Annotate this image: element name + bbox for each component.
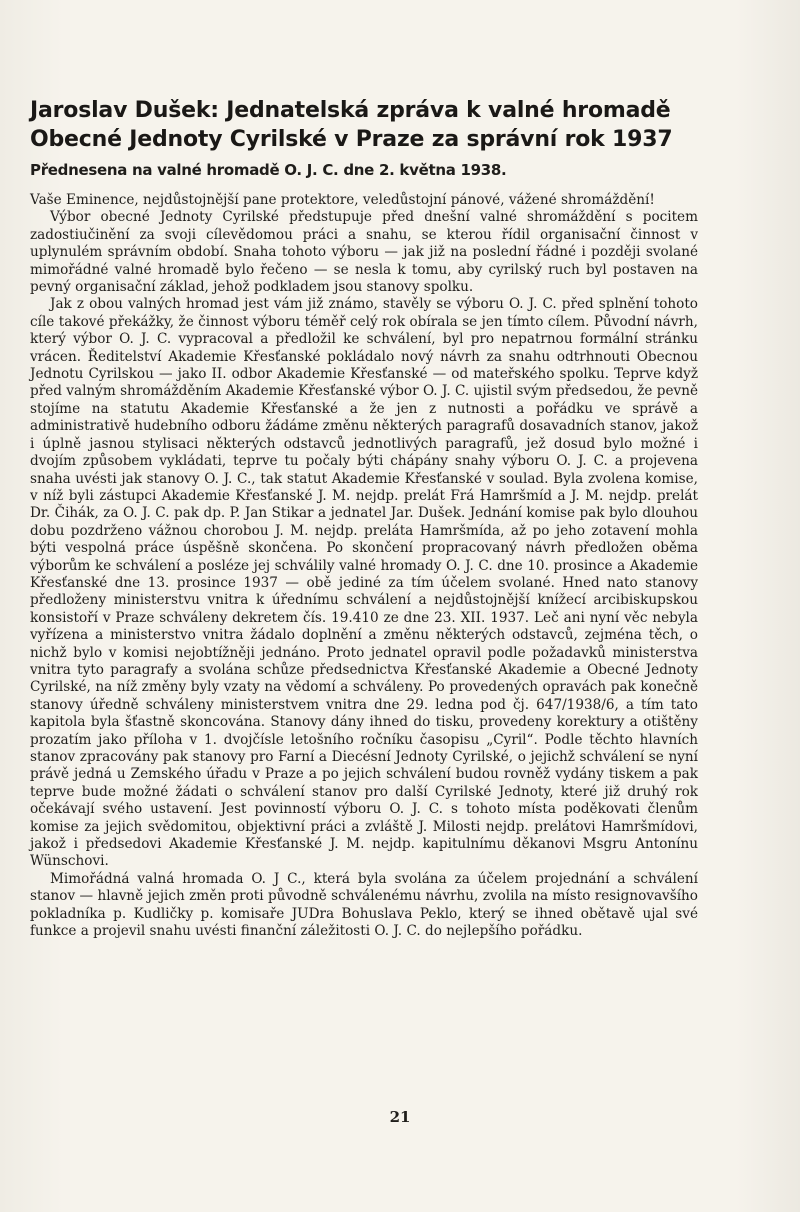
page-number: 21 <box>389 1108 411 1126</box>
paragraph-3: Mimořádná valná hromada O. J C., která byla svolána za účelem projednání a schválení stanov — hlavně jejich změn proti původně schválenému návrhu, zvolila na místo resignovavšího pokladníka p. Kudličky p. komisaře JUDra Bohuslava Peklo, který se ihned obětavě ujal své funkce a projevil snahu uvésti finanční záležitosti O. J. C. do nejlepšího pořádku. <box>30 870 698 940</box>
article-subtitle: Přednesena na valné hromadě O. J. C. dne 2. května 1938. <box>30 161 507 179</box>
article-body <box>30 96 698 940</box>
paragraph-2: Jak z obou valných hromad jest vám již známo, stavěly se výboru O. J. C. před splnění tohoto cíle takové překážky, že činnost výboru téměř celý rok obírala se jen tímto cílem. Původní návrh, který výbor O. J. C. vypracoval a předložil ke schválení, byl pro nepatrnou formální stránku vrácen. Ředitelství Akademie Křesťanské pokládalo nový návrh za snahu odtrhnouti Obecnou Jednotu Cyrilskou — jako II. odbor Akademie Křesťanské — od mateřského spolku. Teprve když před valným shromážděním Akademie Křesťanské výbor O. J. C. ujistil svým předsedou, že pevně stojíme na statutu Akademie Křesťanské a že jen z nutnosti a pořádku ve správě a administrativě hudebního odboru žádáme změnu některých paragrafů dosavadních stanov, jakož i úplně jasnou stylisaci některých odstavců jednotlivých paragrafů, jež dosud bylo možné i dvojím způsobem vykládati, teprve tu počaly býti chápány snahy výboru O. J. C. a projevena snaha uvésti jak stanovy O. J. C., tak statut Akademie Křesťanské v soulad. Byla zvolena komise, v níž byli zástupci Akademie Křesťanské J. M. nejdp. prelát Frá Hamršmíd a J. M. nejdp. prelát Dr. Čihák, za O. J. C. pak dp. P. Jan Stikar a jednatel Jar. Dušek. Jednání komise pak bylo dlouhou dobu pozdrženo vážnou chorobou J. M. nejdp. preláta Hamršmída, až po jeho zotavení mohla býti vespolná práce úspěšně skončena. Po skončení propracovaný návrh předložen oběma výborům ke schválení a posléze jej schválily valné hromady O. J. C. dne 10. prosince a Akademie Křesťanské dne 13. prosince 1937 — obě jediné za tím účelem svolané. Hned nato stanovy předloženy ministerstvu vnitra k úřednímu schválení a nejdůstojnější knížecí arcibiskupskou konsistoří v Praze schváleny dekretem čís. 19.410 ze dne 23. XII. 1937. Leč ani nyní věc nebyla vyřízena a ministerstvo vnitra žádalo doplnění a změnu některých odstavců, zejména těch, o nichž bylo v komisi nejobtížněji jednáno. Proto jednatel opravil podle požadavků ministerstva vnitra tyto paragrafy a svolána schůze předsednictva Křesťanské Akademie a Obecné Jednoty Cyrilské, na níž změny byly vzaty na vědomí a schváleny. Po provedených opravách pak konečně stanovy úředně schváleny ministerstvem vnitra dne 29. ledna pod čj. 647/1938/6, a tím tato kapitola byla šťastně skoncována. Stanovy dány ihned do tisku, provedeny korektury a otištěny prozatím jako příloha v 1. dvojčísle letošního ročníku časopisu „Cyril“. Podle těchto hlavních stanov zpracovány pak stanovy pro Farní a Diecésní Jednoty Cyrilské, o jejichž schválení se nyní právě jedná u Zemského úřadu v Praze a po jejich schválení budou rovněž vydány tiskem a pak teprve bude možné žádati o schválení stanov pro další Cyrilské Jednoty, které již druhý rok očekávají svého ustavení. Jest povinností výboru O. J. C. s tohoto místa poděkovati členům komise za jejich svědomitou, objektivní práci a zvláště J. Milosti nejdp. prelátovi Hamršmídovi, jakož i předsedovi Akademie Křesťanské J. M. nejdp. kapitulnímu děkanovi Msgru Antonínu Wünschovi. <box>30 296 698 870</box>
article-title <box>30 96 698 154</box>
title-line-2: Obecné Jednoty Cyrilské v Praze za správní rok 1937 <box>30 127 673 152</box>
title-line-1: Jaroslav Dušek: Jednatelská zpráva k valné hromadě <box>30 98 671 123</box>
paragraph-1: Výbor obecné Jednoty Cyrilské předstupuje před dnešní valné shromáždění s pocitem zadostiučinění za svoji cílevědomou práci a snahu, se kterou řídil organisační činnost v uplynulém správním období. Snaha tohoto výboru — jak již na poslední řádné i později svolané mimořádné valné hromadě bylo řečeno — se nesla k tomu, aby cyrilský ruch byl postaven na pevný organisační základ, jehož podkladem jsou stanovy spolku. <box>30 209 698 296</box>
salutation: Vaše Eminence, nejdůstojnější pane protektore, veledůstojní pánové, vážené shromáždění! <box>30 192 655 208</box>
